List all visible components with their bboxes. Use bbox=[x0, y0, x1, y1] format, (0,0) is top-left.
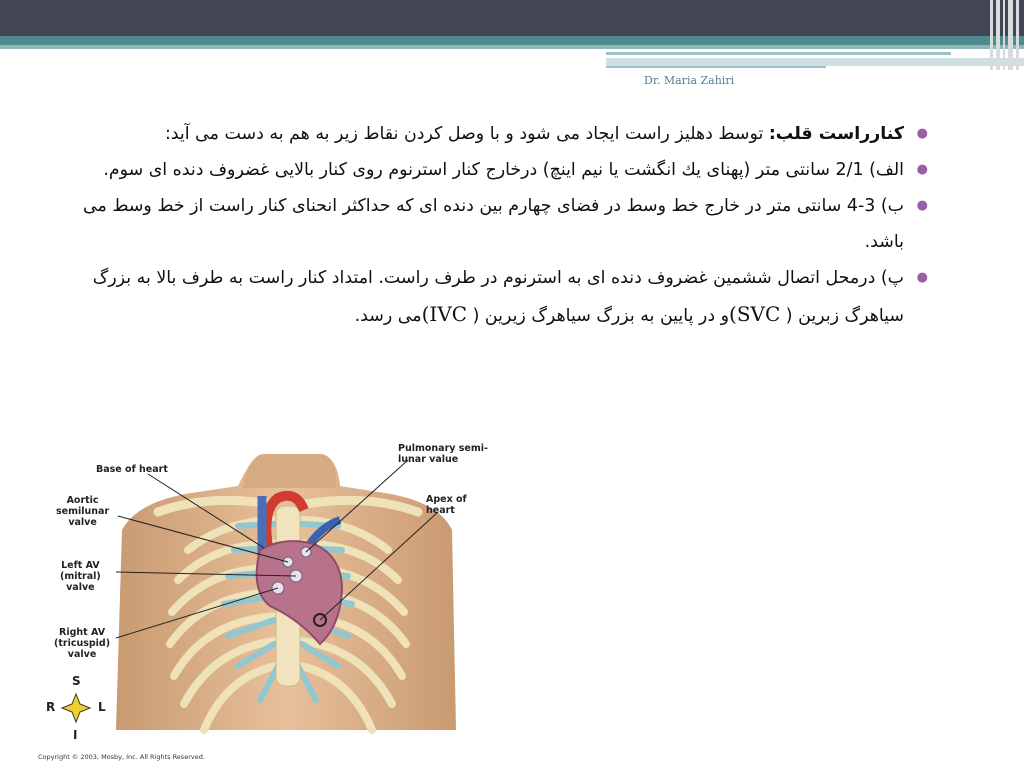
bullet-text: پ) درمحل اتصال ششمین غضروف دنده ای به استرنوم در طرف راست. امتداد کنار راست به طرف بالا به بزرگ سیاهرگ زبرین ( bbox=[92, 268, 904, 326]
heart-anatomy-figure bbox=[38, 440, 508, 766]
neck bbox=[243, 454, 336, 488]
accent-band-light bbox=[0, 45, 1024, 49]
author-name: Dr. Maria Zahiri bbox=[644, 74, 735, 87]
bullet-title: کنارراست قلب: bbox=[768, 124, 904, 144]
decor-stripes bbox=[990, 0, 1024, 70]
compass-icon bbox=[62, 694, 90, 722]
decor-line bbox=[606, 58, 1024, 66]
bullet-dot-icon: ● bbox=[916, 126, 928, 141]
decor-line bbox=[606, 52, 951, 55]
label-tricuspid-valve: Right AV (tricuspid) valve bbox=[54, 627, 111, 660]
slide-content bbox=[70, 116, 928, 334]
chest-illustration bbox=[38, 440, 508, 766]
bullet-text: و در پایین به بزرگ سیاهرگ زیرین ( bbox=[467, 306, 730, 326]
bullet-item bbox=[70, 188, 928, 260]
bullet-text: الف) 2/1 سانتی متر (پهنای یك انگشت یا نیم اینچ) درخارج کنار استرنوم روی کنار بالایی غضروف دنده ای سوم. bbox=[103, 160, 904, 180]
bullet-item bbox=[70, 152, 928, 188]
label-aortic-valve: Aortic semilunar valve bbox=[56, 495, 110, 528]
compass-r: R bbox=[46, 700, 56, 714]
bullet-item bbox=[70, 116, 928, 152]
compass-i: I bbox=[73, 728, 78, 742]
svc-abbrev: (SVC bbox=[729, 302, 781, 326]
bullet-dot-icon: ● bbox=[916, 162, 928, 177]
label-pulmonary-valve: Pulmonary semi- lunar value bbox=[398, 443, 488, 465]
bullet-text: توسط دهلیز راست ایجاد می شود و با وصل کردن نقاط زیر به هم به دست می آید: bbox=[164, 124, 769, 144]
compass-s: S bbox=[72, 674, 81, 688]
copyright-text: Copyright © 2003, Mosby, Inc. All Rights Reserved. bbox=[38, 753, 205, 761]
bullet-item bbox=[70, 260, 928, 334]
bullet-dot-icon: ● bbox=[916, 270, 928, 285]
bullet-text: ب) 3-4 سانتی متر در خارج خط وسط در فضای چهارم بین دنده ای که حداکثر انحنای کنار راست از خط وسط می باشد. bbox=[82, 196, 904, 252]
label-mitral-valve: Left AV (mitral) valve bbox=[60, 560, 101, 593]
label-base-of-heart: Base of heart bbox=[96, 464, 168, 475]
ivc-abbrev: (IVC bbox=[421, 302, 468, 326]
decor-line bbox=[606, 66, 826, 68]
bullet-dot-icon: ● bbox=[916, 198, 928, 213]
bullet-text: می رسد. bbox=[354, 306, 422, 326]
label-apex: Apex of heart bbox=[426, 494, 467, 516]
compass-l: L bbox=[98, 700, 106, 714]
title-bar-band bbox=[0, 0, 1024, 36]
accent-band bbox=[0, 36, 1024, 45]
